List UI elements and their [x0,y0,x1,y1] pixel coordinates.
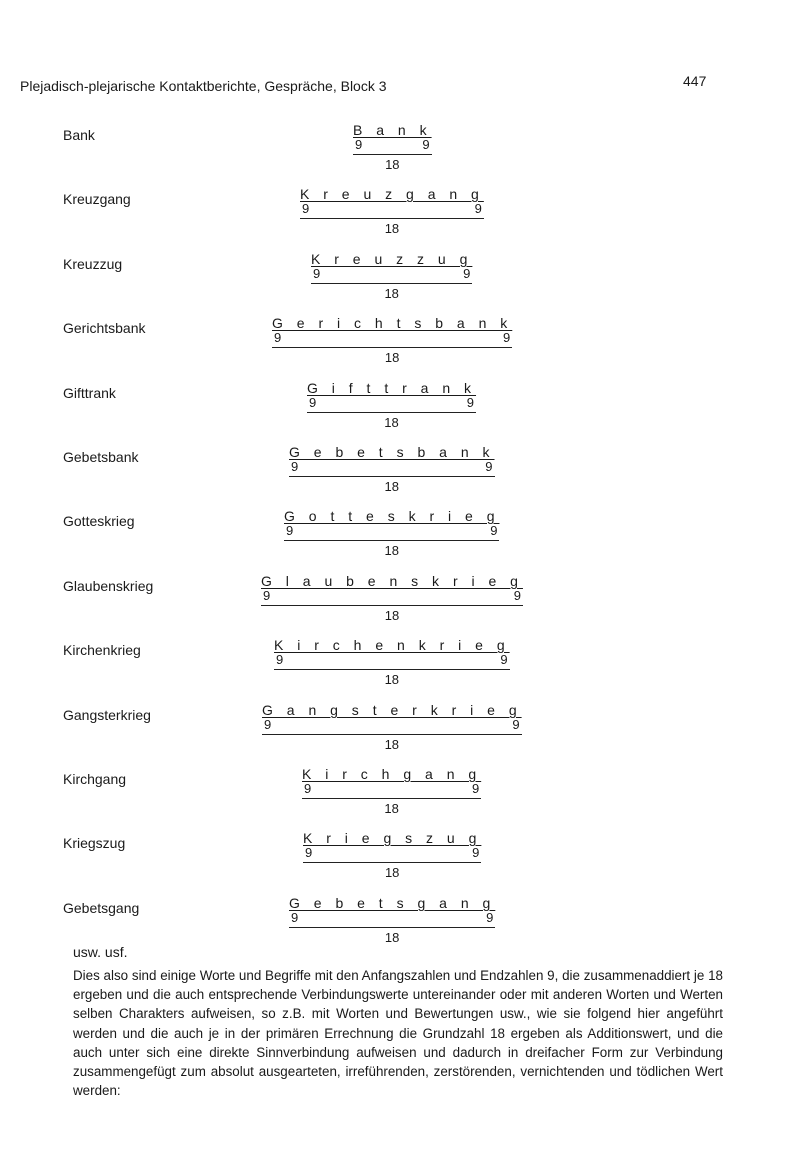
letter-calculation [262,702,522,752]
sum-value: 18 [384,479,399,494]
number-line [284,524,499,541]
entry-kreuzzug [0,251,792,311]
start-number: 9 [291,910,299,925]
number-line [300,202,484,219]
spaced-letters: K r i e g s z u g [303,830,482,846]
entry-word: Gebetsbank [63,449,139,465]
number-line [303,846,481,863]
list-closing: usw. usf. [73,944,128,960]
end-number: 9 [471,781,480,796]
entry-glaubenskrieg [0,573,792,633]
spaced-letters: K i r c h e n k r i e g [274,637,510,653]
sum-value: 18 [384,930,400,945]
sum-value: 18 [384,672,400,687]
spaced-letters: G a n g s t e r k r i e g [262,702,522,718]
letter-calculation [353,122,432,172]
start-number: 9 [305,845,313,860]
spaced-letters: G e r i c h t s b a n k [272,315,513,331]
end-number: 9 [485,459,493,474]
entry-word: Gangsterkrieg [63,707,151,723]
number-line [353,138,432,155]
entry-word: Gotteskrieg [63,513,135,529]
end-number: 9 [474,201,482,216]
page-number: 447 [683,73,707,89]
running-header: Plejadisch-plejarische Kontaktberichte, Gespräche, Block 3 [20,78,387,94]
start-number: 9 [291,459,299,474]
letter-calculation [272,315,512,365]
end-number: 9 [486,910,494,925]
start-number: 9 [309,395,317,410]
spaced-letters: G i f t t r a n k [307,380,477,396]
spaced-letters: G o t t e s k r i e g [284,508,500,524]
spaced-letters: B a n k [353,122,432,138]
letter-calculation [289,444,495,494]
letter-calculation [261,573,523,623]
entry-gifttrank [0,380,792,440]
sum-value: 18 [384,415,399,430]
entry-word: Kreuzzug [63,256,123,272]
letter-calculation [311,251,472,301]
entry-word: Bank [63,127,95,143]
letter-calculation [284,508,499,558]
number-line [289,460,495,477]
spaced-letters: G l a u b e n s k r i e g [261,573,523,589]
entry-gerichtsbank [0,315,792,375]
sum-value: 18 [384,608,400,623]
end-number: 9 [513,588,521,603]
entry-word: Kreuzgang [63,191,131,207]
entry-gangsterkrieg [0,702,792,762]
sum-value: 18 [384,865,400,880]
entry-word: Gifttrank [63,385,116,401]
entry-word: Kirchenkrieg [63,642,141,658]
sum-value: 18 [384,543,399,558]
spaced-letters: G e b e t s b a n k [289,444,495,460]
number-line [311,267,472,284]
start-number: 9 [276,652,284,667]
number-line [302,782,481,799]
end-number: 9 [503,330,511,345]
body-paragraph: Dies also sind einige Worte und Begriffe mit den Anfangszahlen und Endzahlen 9, die zusammenaddiert je 18 ergeben und die auch entsprechende Verbindungswerte untereinander oder mit anderen Worten und Werten selben Charakters aufweisen, so z.B. mit Worten und Bewertungen usw., wie sie folgend hier angeführt werden und die auch je in der primären Errechnung die Grundzahl 18 ergeben als Additionswert, und die auch unter sich eine direkte Sinnverbindung aufweisen und dadurch in dreifacher Form zur Verbindung zusammengefügt zum absolut ausgearteten, irreführenden, zerstörenden, vernichtenden und tödlichen Wert werden: [73,968,723,1099]
end-number: 9 [422,137,430,152]
spaced-letters: K i r c h g a n g [302,766,482,782]
letter-calculation [289,895,495,945]
number-line [262,718,522,735]
start-number: 9 [286,523,294,538]
end-number: 9 [463,266,471,281]
entry-kirchgang [0,766,792,826]
start-number: 9 [264,717,272,732]
entry-gotteskrieg [0,508,792,568]
spaced-letters: G e b e t s g a n g [289,895,496,911]
letter-calculation [300,186,484,236]
letter-calculation [307,380,476,430]
entry-kirchenkrieg [0,637,792,697]
sum-value: 18 [384,801,399,816]
entry-word: Gebetsgang [63,900,140,916]
sum-value: 18 [384,737,400,752]
start-number: 9 [355,137,363,152]
start-number: 9 [304,781,312,796]
start-number: 9 [274,330,282,345]
number-line [274,653,510,670]
sum-value: 18 [384,350,400,365]
entry-kreuzgang [0,186,792,246]
entry-word: Kriegszug [63,835,126,851]
end-number: 9 [500,652,508,667]
start-number: 9 [263,588,271,603]
spaced-letters: K r e u z g a n g [300,186,484,202]
entry-gebetsbank [0,444,792,504]
end-number: 9 [466,395,475,410]
end-number: 9 [490,523,498,538]
letter-calculation [303,830,481,880]
letter-calculation [274,637,510,687]
end-number: 9 [512,717,520,732]
start-number: 9 [313,266,321,281]
number-line [289,911,495,928]
entry-kriegszug [0,830,792,890]
entry-word: Gerichtsbank [63,320,146,336]
entry-bank [0,122,792,182]
sum-value: 18 [385,157,400,172]
entry-word: Glaubenskrieg [63,578,154,594]
letter-calculation [302,766,481,816]
entry-word: Kirchgang [63,771,127,787]
sum-value: 18 [384,221,400,236]
number-line [272,331,512,348]
number-line [307,396,476,413]
start-number: 9 [302,201,310,216]
sum-value: 18 [384,286,399,301]
number-line [261,589,523,606]
spaced-letters: K r e u z z u g [311,251,473,267]
end-number: 9 [472,845,480,860]
